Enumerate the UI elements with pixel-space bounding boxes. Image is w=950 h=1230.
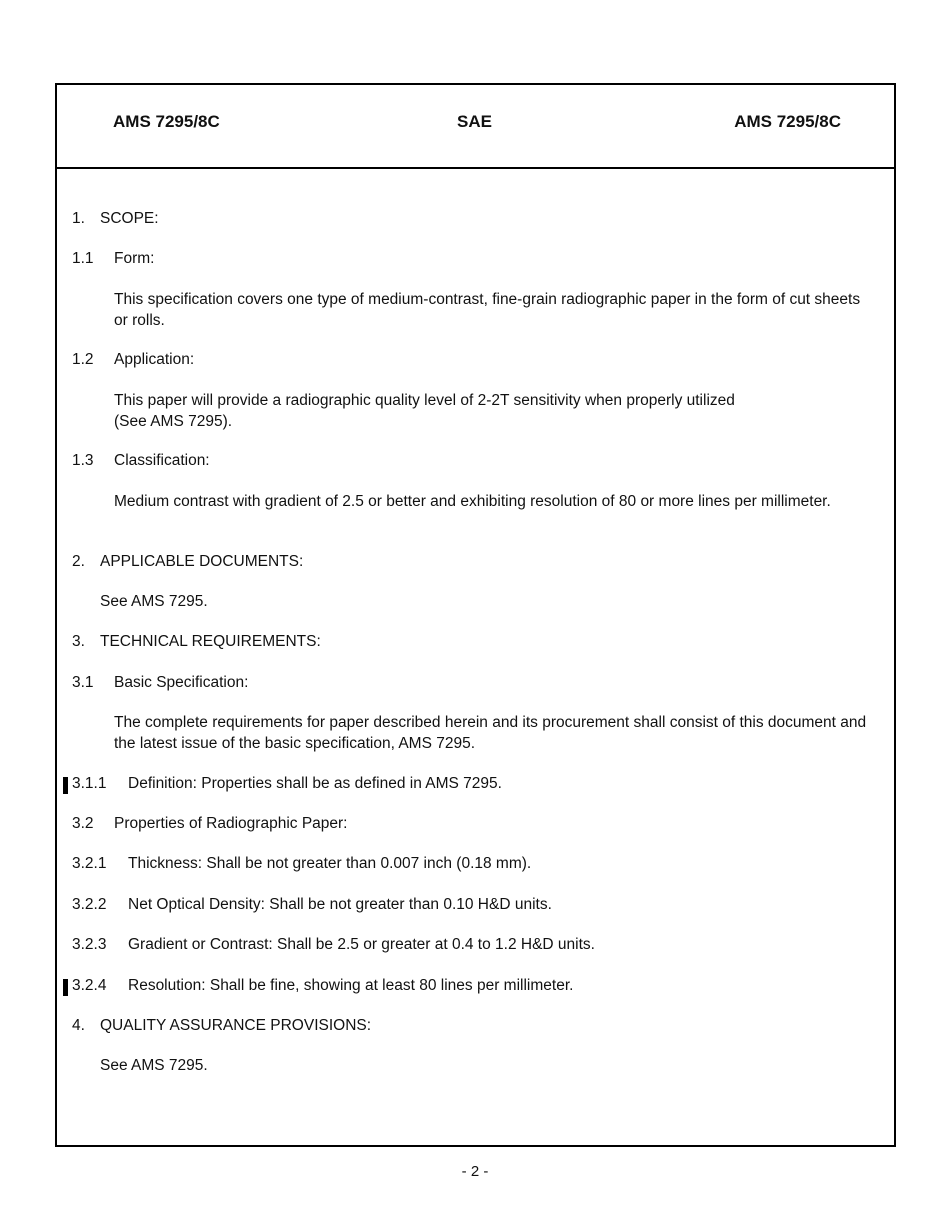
header-center-org: SAE	[457, 112, 492, 131]
section-1-heading	[72, 209, 159, 229]
section-number: 3.2.2	[72, 896, 107, 913]
revision-bar	[63, 777, 68, 794]
section-2-heading	[72, 552, 303, 572]
section-3-2-2	[72, 895, 552, 915]
section-text: Net Optical Density: Shall be not greater than 0.10 H&D units.	[128, 896, 552, 913]
section-text: Thickness: Shall be not greater than 0.007 inch (0.18 mm).	[128, 855, 532, 872]
section-3-1-heading	[72, 673, 248, 693]
page-number: - 2 -	[461, 1163, 489, 1180]
section-title: APPLICABLE DOCUMENTS:	[100, 553, 304, 570]
section-1-3-heading	[72, 451, 210, 471]
section-1-1-body: This specification covers one type of medium-contrast, fine-grain radiographic paper in the form of cut sheets or rolls.	[114, 291, 861, 329]
section-number: 1.1	[72, 250, 94, 267]
section-number: 3.2	[72, 815, 94, 832]
section-title: Classification:	[114, 452, 210, 469]
section-number: 4.	[72, 1017, 85, 1034]
page-frame	[55, 83, 896, 1147]
section-1-3-body: Medium contrast with gradient of 2.5 or better and exhibiting resolution of 80 or more lines per millimeter.	[114, 493, 831, 510]
section-3-2-3	[72, 935, 595, 955]
section-1-2-heading	[72, 350, 194, 370]
section-title: Basic Specification:	[114, 674, 249, 691]
page-header	[57, 85, 894, 169]
section-1-2-body	[114, 390, 874, 432]
header-left-doc-number: AMS 7295/8C	[113, 112, 220, 131]
section-3-heading	[72, 632, 321, 652]
section-4-body: See AMS 7295.	[100, 1057, 208, 1074]
section-text: Gradient or Contrast: Shall be 2.5 or greater at 0.4 to 1.2 H&D units.	[128, 936, 595, 953]
section-number: 3.1	[72, 674, 94, 691]
section-number: 1.3	[72, 452, 94, 469]
section-number: 3.2.1	[72, 855, 107, 872]
section-number: 3.	[72, 633, 85, 650]
section-3-2-1	[72, 854, 531, 874]
section-title: SCOPE:	[100, 210, 159, 227]
section-2-body: See AMS 7295.	[100, 593, 208, 610]
section-3-1-body: The complete requirements for paper described herein and its procurement shall consist of this document and the latest issue of the basic specification, AMS 7295.	[114, 714, 867, 752]
section-3-1-1	[72, 774, 502, 794]
header-right-doc-number: AMS 7295/8C	[734, 112, 841, 131]
section-number: 1.2	[72, 351, 94, 368]
section-text: Definition: Properties shall be as defined in AMS 7295.	[128, 775, 502, 792]
section-number: 3.2.3	[72, 936, 107, 953]
section-3-2-heading	[72, 814, 348, 834]
section-title: QUALITY ASSURANCE PROVISIONS:	[100, 1017, 372, 1034]
section-number: 1.	[72, 210, 85, 227]
section-title: TECHNICAL REQUIREMENTS:	[100, 633, 321, 650]
section-3-2-4	[72, 976, 573, 996]
section-text: Resolution: Shall be fine, showing at least 80 lines per millimeter.	[128, 977, 574, 994]
section-title: Properties of Radiographic Paper:	[114, 815, 348, 832]
section-1-2-body-line-2: (See AMS 7295).	[114, 413, 233, 430]
section-title: Application:	[114, 351, 195, 368]
section-number: 2.	[72, 553, 85, 570]
section-number: 3.2.4	[72, 977, 107, 994]
revision-bar	[63, 979, 68, 996]
section-title: Form:	[114, 250, 155, 267]
section-1-2-body-line-1: This paper will provide a radiographic quality level of 2-2T sensitivity when properly utilized	[114, 392, 735, 409]
section-1-1-heading	[72, 249, 154, 269]
section-4-heading	[72, 1016, 371, 1036]
section-number: 3.1.1	[72, 775, 107, 792]
